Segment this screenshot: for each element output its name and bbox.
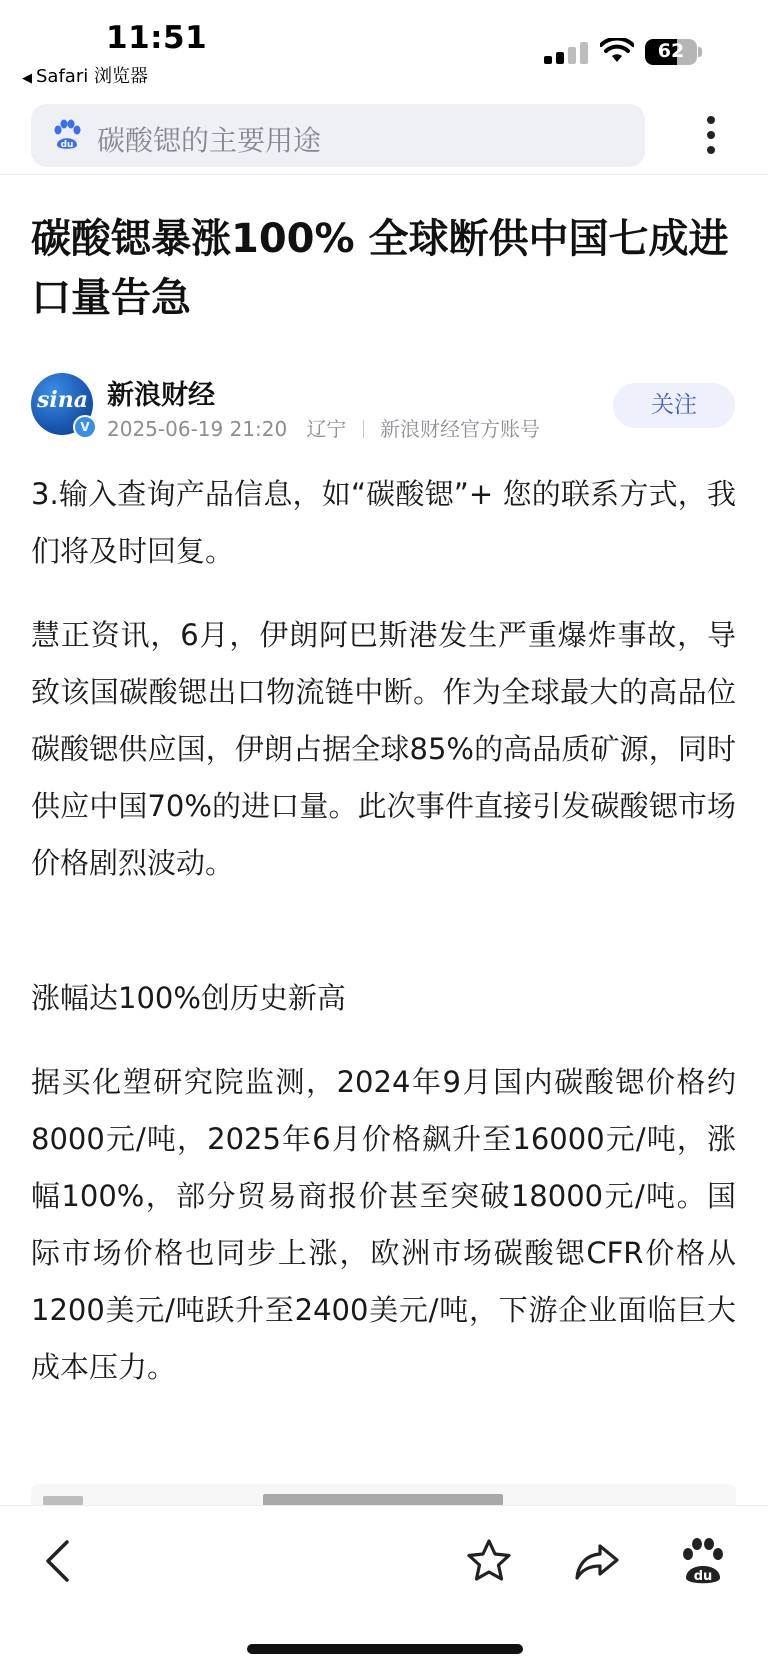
follow-button[interactable]: 关注 [613,383,735,428]
verified-badge-icon: V [73,415,97,439]
back-app-label: Safari 浏览器 [36,66,148,87]
account-type: 新浪财经官方账号 [380,417,541,441]
bottom-toolbar [0,1505,768,1666]
baidu-paw-icon[interactable] [676,1534,730,1588]
search-query[interactable]: 碳酸锶的主要用途 [97,124,322,157]
battery-tip [698,47,702,57]
back-icon[interactable] [34,1534,88,1588]
article-meta [107,413,540,442]
search-bar[interactable] [31,104,645,167]
baidu-paw-icon [51,119,83,151]
publish-date: 2025-06-19 21:20 [107,417,288,441]
share-icon[interactable] [570,1534,624,1588]
home-indicator[interactable] [247,1644,523,1654]
meta-separator [363,420,364,438]
back-to-app-link[interactable] [22,62,148,88]
paragraph: 慧正资讯，6月，伊朗阿巴斯港发生严重爆炸事故，导致该国碳酸锶出口物流链中断。作为全球最大的高品位碳酸锶供应国，伊朗占据全球85%的高品质矿源，同时供应中国70%的进口量。此次事件直接引发碳酸锶市场价格剧烈波动。 [31,618,736,880]
author-name[interactable]: 新浪财经 [107,380,215,411]
wifi-icon [600,38,634,64]
paragraph: 3.输入查询产品信息，如“碳酸锶”+ 您的联系方式，我们将及时回复。 [31,477,736,568]
more-options-button[interactable] [706,116,716,161]
publish-location: 辽宁 [306,417,347,441]
svg-text:du: du [693,1569,713,1584]
star-icon[interactable] [462,1534,516,1588]
cellular-signal-icon [544,42,592,64]
more-dot-icon [707,131,715,139]
back-triangle-icon: ◀ [22,71,32,86]
status-time: 11:51 [106,20,208,56]
status-bar [0,0,768,92]
more-dot-icon [707,146,715,154]
sina-logo: sina [37,387,88,413]
header-divider [0,174,768,175]
svg-text:du: du [60,140,74,150]
article-title: 碳酸锶暴涨100% 全球断供中国七成进口量告急 [31,216,729,321]
battery-level: 62 [657,40,685,62]
more-dot-icon [707,116,715,124]
section-heading: 涨幅达100%创历史新高 [31,981,346,1015]
battery-icon [645,39,697,65]
paragraph: 据买化塑研究院监测，2024年9月国内碳酸锶价格约8000元/吨，2025年6月价格飙升至16000元/吨，涨幅100%，部分贸易商报价甚至突破18000元/吨。国际市场价格也同步上涨，欧洲市场碳酸锶CFR价格从1200美元/吨跃升至2400美元/吨，下游企业面临巨大成本压力。 [31,1065,736,1384]
